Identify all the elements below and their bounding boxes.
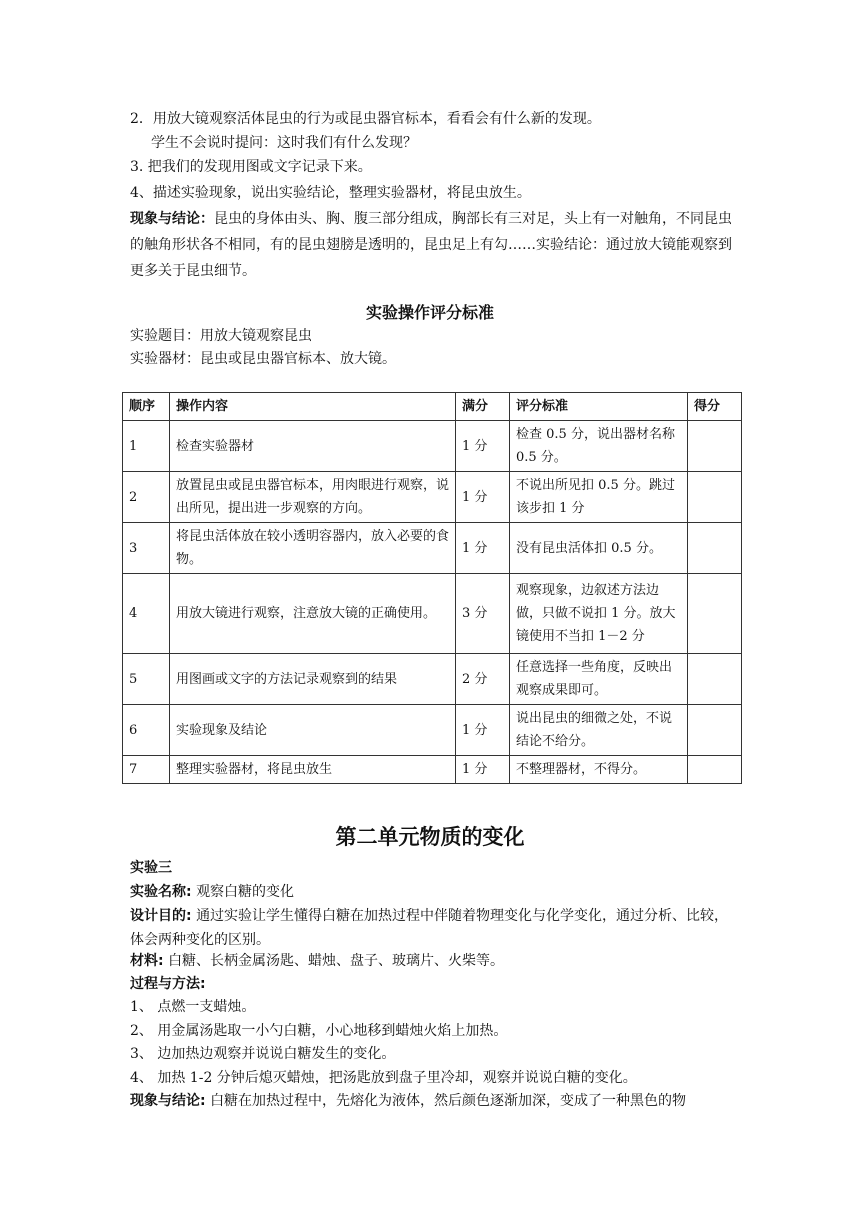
experiment-number: 实验三	[130, 860, 172, 876]
full-score-cell: 1 分	[456, 756, 510, 784]
content-cell: 将昆虫活体放在较小透明容器内，放入必要的食物。	[170, 523, 456, 574]
process-step-2: 2、 用金属汤匙取一小勺白糖，小心地移到蜡烛火焰上加热。	[130, 1023, 508, 1039]
header-score: 得分	[688, 393, 742, 421]
prompt-question-line: 学生不会说时提问：这时我们有什么发现？	[151, 135, 417, 151]
criteria-cell: 没有昆虫活体扣 0.5 分。	[510, 523, 688, 574]
experiment-name	[130, 880, 294, 904]
materials-line	[130, 949, 504, 973]
purpose-text: 通过实验让学生懂得白糖在加热过程中伴随着物理变化与化学变化，通过分析、比较，体会两种变化的区别。	[130, 908, 729, 948]
score-cell	[688, 705, 742, 756]
criteria-cell: 观察现象，边叙述方法边做，只做不说扣 1 分。放大镜使用不当扣 1－2 分	[510, 574, 688, 654]
experiment-equipment: 实验器材：昆虫或昆虫器官标本、放大镜。	[130, 351, 396, 367]
header-criteria: 评分标准	[510, 393, 688, 421]
content-cell: 实验现象及结论	[170, 705, 456, 756]
full-score-cell: 1 分	[456, 472, 510, 523]
criteria-cell: 不整理器材，不得分。	[510, 756, 688, 784]
process-label: 过程与方法:	[130, 976, 206, 992]
order-cell: 4	[123, 574, 170, 654]
order-cell: 2	[123, 472, 170, 523]
full-score-cell: 1 分	[456, 421, 510, 472]
score-cell	[688, 654, 742, 705]
order-cell: 6	[123, 705, 170, 756]
full-score-cell: 3 分	[456, 574, 510, 654]
table-row	[123, 472, 742, 523]
header-order: 顺序	[123, 393, 170, 421]
table-header-row	[123, 393, 742, 421]
score-cell	[688, 472, 742, 523]
scoring-table	[122, 392, 742, 784]
step-2-line: 2．用放大镜观察活体昆虫的行为或昆虫器官标本，看看会有什么新的发现。	[130, 111, 601, 127]
criteria-cell: 说出昆虫的细微之处，不说结论不给分。	[510, 705, 688, 756]
criteria-cell: 不说出所见扣 0.5 分。跳过该步扣 1 分	[510, 472, 688, 523]
order-cell: 1	[123, 421, 170, 472]
name-text: 观察白糖的变化	[196, 884, 295, 900]
criteria-cell: 检查 0.5 分，说出器材名称 0.5 分。	[510, 421, 688, 472]
materials-label: 材料:	[130, 953, 164, 969]
result-paragraph	[130, 206, 742, 284]
order-cell: 3	[123, 523, 170, 574]
process-step-3: 3、 边加热边观察并说说白糖发生的变化。	[130, 1046, 396, 1062]
experiment-topic: 实验题目：用放大镜观察昆虫	[130, 328, 312, 344]
step-3-line: 3. 把我们的发现用图或文字记录下来。	[130, 159, 372, 175]
purpose-paragraph	[130, 904, 742, 952]
content-cell: 用图画或文字的方法记录观察到的结果	[170, 654, 456, 705]
step-4-line: 4、描述实验现象，说出实验结论，整理实验器材，将昆虫放生。	[130, 185, 531, 201]
header-full-score: 满分	[456, 393, 510, 421]
name-label: 实验名称:	[130, 884, 192, 900]
materials-text: 白糖、长柄金属汤匙、蜡烛、盘子、玻璃片、火柴等。	[168, 953, 505, 969]
full-score-cell: 1 分	[456, 705, 510, 756]
content-cell: 整理实验器材，将昆虫放生	[170, 756, 456, 784]
full-score-cell: 1 分	[456, 523, 510, 574]
result-line-2	[130, 1089, 686, 1113]
score-cell	[688, 574, 742, 654]
table-row	[123, 421, 742, 472]
header-content: 操作内容	[170, 393, 456, 421]
score-cell	[688, 421, 742, 472]
scoring-title: 实验操作评分标准	[365, 303, 494, 322]
table-row	[123, 705, 742, 756]
content-cell: 用放大镜进行观察，注意放大镜的正确使用。	[170, 574, 456, 654]
result-text-2: 白糖在加热过程中，先熔化为液体，然后颜色逐渐加深，变成了一种黑色的物	[210, 1093, 687, 1109]
unit-title: 第二单元物质的变化	[335, 825, 525, 849]
table-row	[123, 523, 742, 574]
result-label-2: 现象与结论:	[130, 1093, 206, 1109]
score-cell	[688, 756, 742, 784]
purpose-label: 设计目的:	[130, 908, 192, 924]
table-row	[123, 654, 742, 705]
full-score-cell: 2 分	[456, 654, 510, 705]
content-cell: 检查实验器材	[170, 421, 456, 472]
table-row	[123, 574, 742, 654]
result-label: 现象与结论：	[130, 211, 214, 227]
table-row	[123, 756, 742, 784]
process-step-4: 4、 加热 1-2 分钟后熄灭蜡烛，把汤匙放到盘子里冷却，观察并说说白糖的变化。	[130, 1070, 637, 1086]
content-cell: 放置昆虫或昆虫器官标本，用肉眼进行观察，说出所见，提出进一步观察的方向。	[170, 472, 456, 523]
process-step-1: 1、 点燃一支蜡烛。	[130, 999, 256, 1015]
order-cell: 7	[123, 756, 170, 784]
result-text: 昆虫的身体由头、胸、腹三部分组成，胸部长有三对足，头上有一对触角，不同昆虫的触角形状各不相同，有的昆虫翅膀是透明的，昆虫足上有勾……实验结论：通过放大镜能观察到更多关于昆虫细节。	[130, 211, 732, 279]
order-cell: 5	[123, 654, 170, 705]
criteria-cell: 任意选择一些角度，反映出观察成果即可。	[510, 654, 688, 705]
score-cell	[688, 523, 742, 574]
